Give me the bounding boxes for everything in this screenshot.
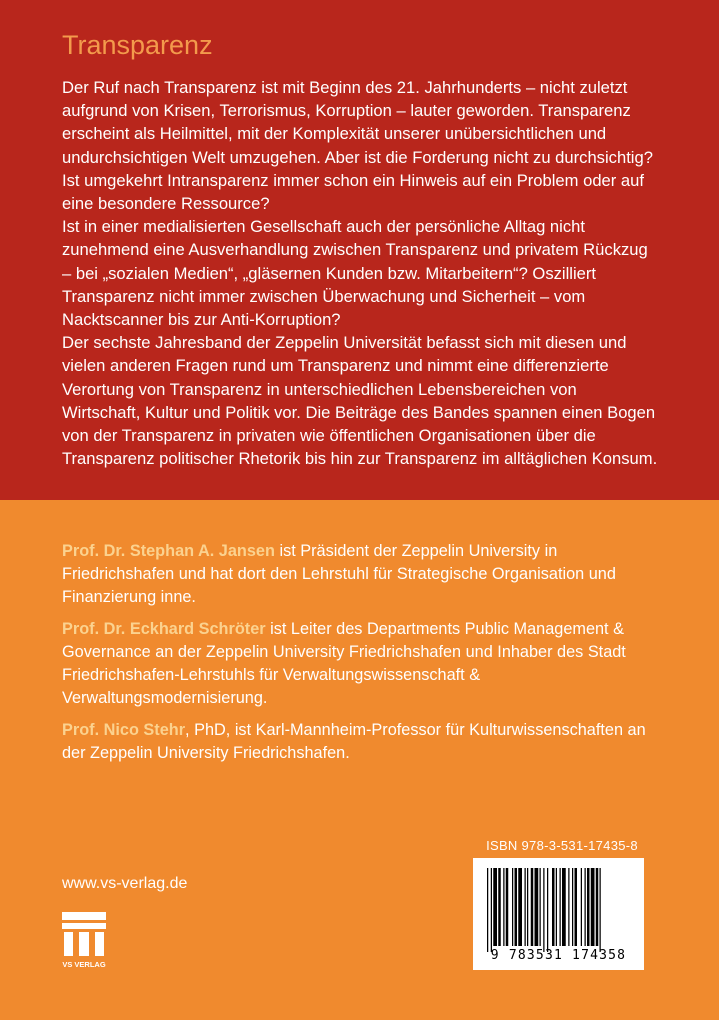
author-description: , PhD, ist Karl-Mannheim-Professor für Kulturwissenschaften an der Zeppelin University Friedrichshafen.: [62, 721, 646, 762]
author-name: Prof. Dr. Stephan A. Jansen: [62, 542, 275, 560]
barcode-bar: [552, 868, 555, 946]
publisher-logo-icon: [62, 912, 106, 970]
author-bio: [62, 618, 662, 710]
author-name: Prof. Dr. Eckhard Schröter: [62, 620, 266, 638]
description-paragraph: Der Ruf nach Transparenz ist mit Beginn des 21. Jahrhunderts – nicht zuletzt aufgrund von Krisen, Terrorismus, Korruption – lauter geworden. Transparenz erscheint als Heilmittel, mit der Komplexität unserer unübersichtlichen und undurchsichtigen Welt umzugehen. Aber ist die Forderung nicht zu durchsichtig? Ist umgekehrt Intransparenz immer schon ein Hinweis auf ein Problem oder auf eine besondere Ressource?: [62, 78, 653, 214]
author-bios: [62, 540, 662, 774]
barcode-bar: [568, 868, 569, 946]
barcode-bar: [591, 868, 595, 946]
author-name: Prof. Nico Stehr: [62, 721, 186, 739]
barcode-bar: [503, 868, 504, 946]
barcode-bar: [572, 868, 573, 946]
author-bio: [62, 540, 662, 609]
description-paragraph: Der sechste Jahresband der Zeppelin Universität befasst sich mit diesen und vielen anderen Fragen rund um Transparenz und nimmt eine differenzierte Verortung von Transparenz in unterschiedlichen Lebensbereichen von Wirtschaft, Kultur und Politik vor. Die Beiträge des Bandes spannen einen Bogen von der Transparenz in privaten wie öffentlichen Organisationen über die Transparenz politischer Rhetorik bis hin zur Transparenz im alltäglichen Konsum.: [62, 333, 658, 469]
barcode-bar: [560, 868, 561, 946]
isbn-label: ISBN 978-3-531-17435-8: [486, 838, 638, 853]
authors-section: [0, 500, 719, 1020]
description-paragraph: Ist in einer medialisierten Gesellschaft auch der persönliche Alltag nicht zunehmend eine Ausverhandlung zwischen Transparenz und privatem Rückzug – bei „sozialen Medien“, „gläsernen Kunden bzw. Mitarbeitern“? Oszilliert Transparenz nicht immer zwischen Überwachung und Sicherheit – vom Nacktscanner bis zur Anti-Korruption?: [62, 217, 648, 330]
barcode-bar: [512, 868, 513, 946]
barcode-bar: [527, 868, 528, 946]
author-description: ist Präsident der Zeppelin University in Friedrichshafen und hat dort den Lehrstuhl für Strategische Organisation und Finanzierung inne.: [62, 542, 616, 606]
barcode-bar: [600, 868, 601, 952]
publisher-url[interactable]: www.vs-verlag.de: [62, 875, 188, 892]
barcode-bar: [581, 868, 582, 946]
barcode-bar: [562, 868, 566, 946]
barcode: [473, 858, 644, 970]
barcode-bar: [547, 868, 548, 952]
publisher-logo-text: VS VERLAG: [62, 960, 106, 969]
barcode-bar: [515, 868, 518, 946]
barcode-bar: [531, 868, 534, 946]
barcode-bar: [491, 868, 492, 952]
description-text: [62, 76, 658, 470]
barcode-bar: [596, 868, 599, 946]
barcode-bar: [556, 868, 557, 946]
barcode-bar: [535, 868, 539, 946]
author-bio: [62, 719, 662, 765]
book-title: Transparenz: [62, 30, 213, 60]
barcode-bar: [487, 868, 488, 952]
barcode-bar: [525, 868, 526, 946]
author-description: ist Leiter des Departments Public Management & Governance an der Zeppelin University Friedrichshafen und Inhaber des Stadt Friedrichshafen-Lehrstuhls für Verwaltungswissenschaft & Verwaltungsmodernisierung.: [62, 620, 626, 707]
barcode-bar: [543, 868, 544, 952]
barcode-bar: [493, 868, 497, 946]
barcode-bar: [575, 868, 578, 946]
barcode-bar: [498, 868, 501, 946]
barcode-bar: [585, 868, 586, 946]
barcode-bar: [540, 868, 541, 946]
description-section: [0, 0, 719, 500]
barcode-bar: [518, 868, 522, 946]
barcode-bar: [506, 868, 509, 946]
barcode-digits: 9 783531 174358: [490, 948, 627, 963]
barcode-bar: [587, 868, 590, 946]
